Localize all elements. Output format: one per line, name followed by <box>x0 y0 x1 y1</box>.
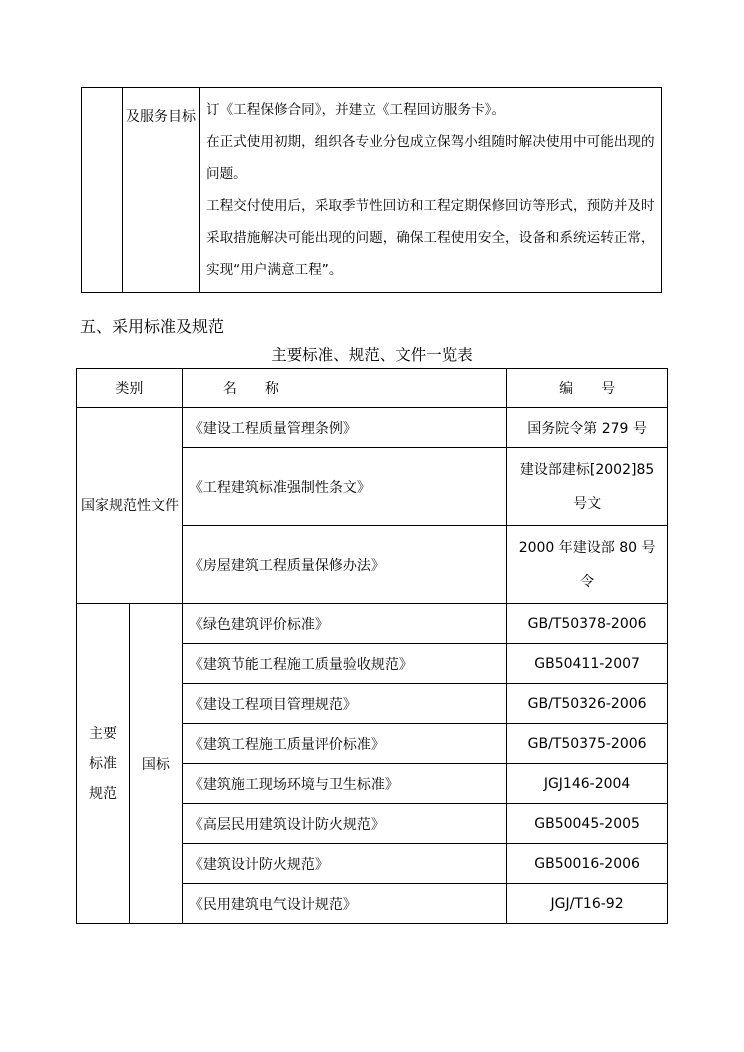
standard-name: 《建筑节能工程施工质量验收规范》 <box>182 644 506 684</box>
standard-code: GB/T50375-2006 <box>507 724 668 764</box>
standard-code: GB50045-2005 <box>507 804 668 844</box>
service-table-content-cell <box>200 88 662 293</box>
section-heading: 五、采用标准及规范 <box>80 317 225 336</box>
standard-name: 《高层民用建筑设计防火规范》 <box>182 804 506 844</box>
service-paragraph: 工程交付使用后，采取季节性回访和工程定期保修回访等形式，预防并及时采取措施解决可能出现的问题，确保工程使用安全，设备和系统运转正常，实现“用户满意工程”。 <box>206 198 655 278</box>
category-main-standards-label: 主要标准规范 <box>88 725 117 802</box>
category-main-standards <box>77 604 130 924</box>
standard-code: 2000 年建设部 80 号令 <box>507 526 668 604</box>
table-caption: 主要标准、规范、文件一览表 <box>271 346 473 364</box>
standard-code: JGJ146-2004 <box>507 764 668 804</box>
standard-code: GB/T50326-2006 <box>507 684 668 724</box>
service-paragraph: 在正式使用初期，组织各专业分包成立保驾小组随时解决使用中可能出现的问题。 <box>206 134 655 182</box>
standard-code: 建设部建标[2002]85号文 <box>507 448 668 526</box>
standard-name: 《工程建筑标准强制性条文》 <box>182 448 506 526</box>
standard-code: GB50411-2007 <box>507 644 668 684</box>
standard-name: 《建设工程项目管理规范》 <box>182 684 506 724</box>
standard-code: GB/T50378-2006 <box>507 604 668 644</box>
subcategory-guobiao: 国标 <box>129 604 182 924</box>
standard-code: JGJ/T16-92 <box>507 884 668 924</box>
service-table-label: 及服务目标 <box>126 109 196 125</box>
standard-name: 《建设工程质量管理条例》 <box>182 408 506 448</box>
header-name: 名 称 <box>182 369 506 408</box>
service-table <box>81 87 662 293</box>
standard-name: 《建筑设计防火规范》 <box>182 844 506 884</box>
service-table-label-cell <box>123 88 200 293</box>
standard-name: 《建筑工程施工质量评价标准》 <box>182 724 506 764</box>
standard-name: 《建筑施工现场环境与卫生标准》 <box>182 764 506 804</box>
table-row <box>77 408 668 448</box>
standard-name: 《绿色建筑评价标准》 <box>182 604 506 644</box>
category-national-docs: 国家规范性文件 <box>77 408 183 604</box>
service-table-blank-cell <box>82 88 123 293</box>
standards-table <box>76 368 668 924</box>
standard-code: 国务院令第 279 号 <box>507 408 668 448</box>
table-header-row <box>77 369 668 408</box>
header-code: 编 号 <box>507 369 668 408</box>
service-paragraph: 订《工程保修合同》，并建立《工程回访服务卡》。 <box>206 102 506 118</box>
table-row <box>77 604 668 644</box>
header-category: 类别 <box>77 369 183 408</box>
standard-name: 《房屋建筑工程质量保修办法》 <box>182 526 506 604</box>
standard-code: GB50016-2006 <box>507 844 668 884</box>
standard-name: 《民用建筑电气设计规范》 <box>182 884 506 924</box>
